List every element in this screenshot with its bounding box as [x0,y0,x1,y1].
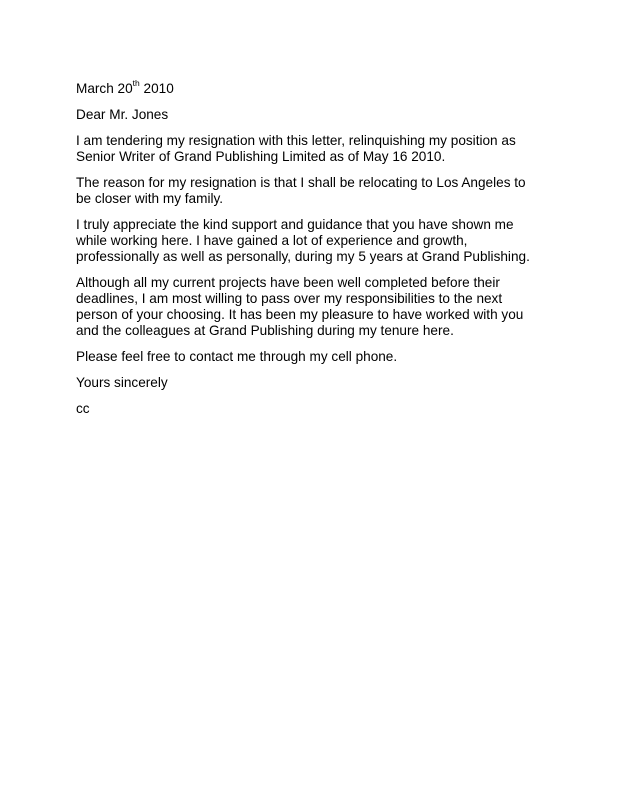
closing: Yours sincerely [76,375,168,390]
paragraph-line: deadlines, I am most willing to pass over my responsibilities to the next [76,291,503,306]
paragraph-line: be closer with my family. [76,191,224,206]
paragraph-reason [76,175,576,207]
paragraph-line: person of your choosing. It has been my pleasure to have worked with you [76,307,524,322]
paragraph-handover [76,275,576,339]
salutation: Dear Mr. Jones [76,107,169,122]
paragraph-line: Please feel free to contact me through my cell phone. [76,349,398,364]
paragraph-appreciation [76,217,576,265]
paragraph-resignation [76,133,576,165]
paragraph-contact [76,349,576,365]
paragraph-line: The reason for my resignation is that I shall be relocating to Los Angeles to [76,175,526,190]
paragraph-line: and the colleagues at Grand Publishing during my tenure here. [76,323,454,338]
paragraph-line: I am tendering my resignation with this letter, relinquishing my position as [76,133,516,148]
date-year: 2010 [139,81,174,96]
paragraph-line: I truly appreciate the kind support and guidance that you have shown me [76,217,514,232]
date-ordinal-suffix: th [132,78,140,89]
letter-body [76,78,576,427]
paragraph-line: Senior Writer of Grand Publishing Limited as of May 16 2010. [76,149,446,164]
paragraph-line: while working here. I have gained a lot of experience and growth, [76,233,468,248]
letter-date [76,78,576,97]
paragraph-line: Although all my current projects have been well completed before their [76,275,500,290]
date-month-day: March 20 [76,81,133,96]
cc-line: cc [76,401,90,416]
paragraph-line: professionally as well as personally, during my 5 years at Grand Publishing. [76,249,530,264]
